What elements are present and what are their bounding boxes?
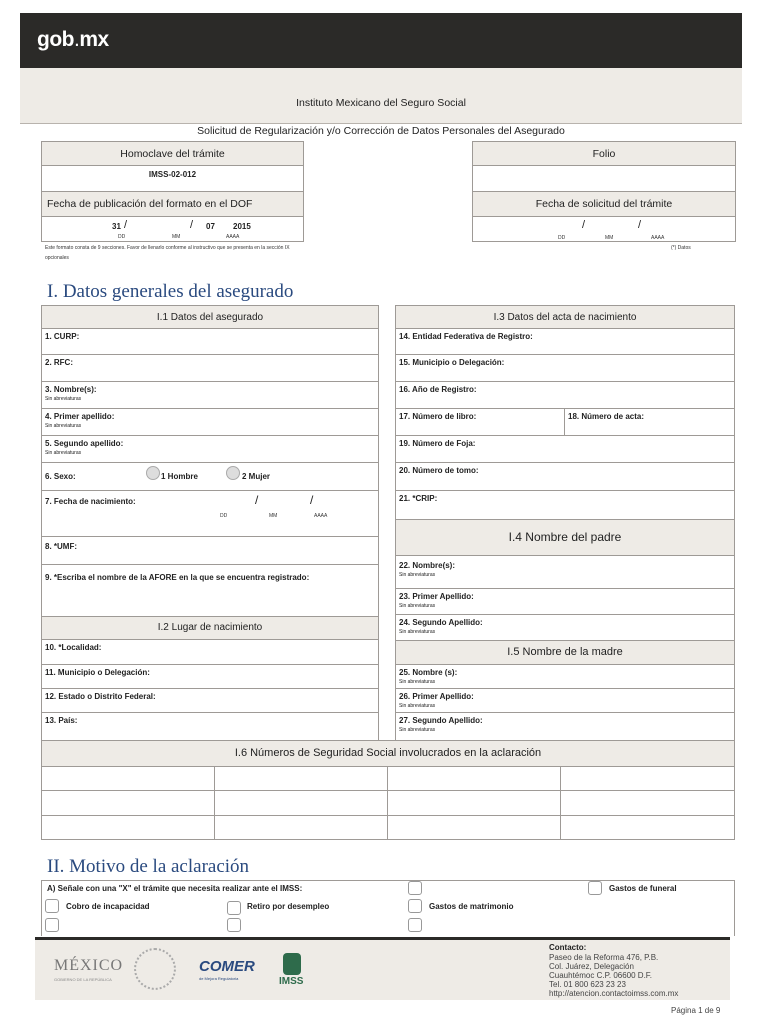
- hint: Sin abreviaturas: [45, 450, 82, 456]
- mexico-logo: MÉXICO: [54, 957, 124, 974]
- mm-label: MM: [172, 234, 181, 240]
- comer-sub: de Mejora Regulatoria: [199, 976, 239, 981]
- seal-icon: [134, 948, 176, 990]
- pub-month: 07: [206, 222, 215, 231]
- sex-field: [41, 462, 379, 491]
- field-label: 25. Nombre (s):: [399, 668, 458, 677]
- logo-text-end: mx: [79, 28, 109, 51]
- book-number-field[interactable]: [395, 408, 565, 436]
- tomo-number-field[interactable]: [395, 462, 735, 491]
- registry-state-field[interactable]: [395, 328, 735, 355]
- nss-cell[interactable]: [214, 815, 388, 840]
- motive-checkbox[interactable]: [227, 918, 241, 932]
- nss-cell[interactable]: [560, 790, 735, 816]
- field-label: 14. Entidad Federativa de Registro:: [399, 332, 533, 341]
- field-label: 8. *UMF:: [45, 542, 77, 551]
- comer-logo: COMER: [199, 958, 255, 975]
- homoclave-header: Homoclave del trámite: [41, 141, 304, 166]
- motive-instruction: A) Señale con una "X" el trámite que necesita realizar ante el IMSS:: [47, 884, 303, 893]
- folio-field[interactable]: [472, 165, 736, 192]
- gob-republica: GOBIERNO DE LA REPÚBLICA: [54, 977, 112, 982]
- incapacity-label: Cobro de incapacidad: [66, 902, 150, 911]
- form-note: Este formato consta de 9 secciones. Favor de llenarlo conforme al instructivo que se presenta en la sección IX: [45, 245, 290, 251]
- aaaa-label: AAAA: [651, 235, 665, 241]
- contact-url[interactable]: http://atencion.contactoimss.com.mx: [549, 989, 679, 998]
- mother-name-field[interactable]: [395, 664, 735, 689]
- motive-checkbox[interactable]: [408, 881, 422, 895]
- foja-number-field[interactable]: [395, 435, 735, 463]
- nss-cell[interactable]: [560, 766, 735, 791]
- mm-label: MM: [269, 513, 278, 519]
- form-note-cont: opcionales: [45, 255, 69, 261]
- act-number-field[interactable]: [564, 408, 735, 436]
- father-first-surname-field[interactable]: [395, 588, 735, 615]
- date-sep: /: [255, 493, 259, 507]
- afore-field[interactable]: [41, 564, 379, 617]
- field-label: 7. Fecha de nacimiento:: [45, 497, 136, 506]
- date-sep: /: [190, 219, 194, 231]
- birth-date-field[interactable]: [41, 490, 379, 537]
- imss-logo: IMSS: [279, 976, 304, 987]
- state-field[interactable]: [41, 688, 379, 713]
- date-sep: /: [582, 219, 586, 231]
- contact-line: Cuauhtémoc C.P. 06600 D.F.: [549, 971, 653, 980]
- institute-banner: [20, 68, 742, 124]
- homoclave-value: IMSS-02-012: [148, 170, 197, 179]
- locality-field[interactable]: [41, 639, 379, 665]
- dd-label: DD: [558, 235, 566, 241]
- nss-cell[interactable]: [41, 815, 215, 840]
- mother-second-surname-field[interactable]: [395, 712, 735, 741]
- form-note-right: (*) Datos: [671, 245, 691, 251]
- pub-date-header: Fecha de publicación del formato en el DOF: [41, 191, 304, 217]
- institute-name: Instituto Mexicano del Seguro Social: [296, 97, 466, 109]
- name-field[interactable]: [41, 381, 379, 409]
- field-label: 11. Municipio o Delegación:: [45, 668, 150, 677]
- contact-phone: Tel. 01 800 623 23 23: [549, 980, 626, 989]
- date-sep: /: [310, 493, 314, 507]
- registry-municipality-field[interactable]: [395, 354, 735, 382]
- nss-cell[interactable]: [387, 815, 561, 840]
- nss-cell[interactable]: [41, 766, 215, 791]
- pub-year: 2015: [233, 222, 251, 231]
- folio-header: Folio: [472, 141, 736, 166]
- field-label: 5. Segundo apellido:: [45, 439, 124, 448]
- funeral-label: Gastos de funeral: [609, 884, 677, 893]
- logo-text: gob: [37, 28, 74, 51]
- date-sep: /: [638, 219, 642, 231]
- s16-header: I.6 Números de Seguridad Social involucrados en la aclaración: [41, 740, 735, 767]
- hint: Sin abreviaturas: [399, 727, 436, 733]
- hint: Sin abreviaturas: [399, 572, 436, 578]
- nss-cell[interactable]: [41, 790, 215, 816]
- unemployment-checkbox[interactable]: [227, 901, 241, 915]
- aaaa-label: AAAA: [314, 513, 328, 519]
- field-label: 15. Municipio o Delegación:: [399, 358, 505, 367]
- aaaa-label: AAAA: [226, 234, 240, 240]
- form-title: Solicitud de Regularización y/o Corrección de Datos Personales del Asegurado: [197, 125, 565, 137]
- gov-header-bar: [20, 13, 742, 68]
- contact-line: Col. Juárez, Delegación: [549, 962, 634, 971]
- mother-first-surname-field[interactable]: [395, 688, 735, 713]
- contact-title: Contacto:: [549, 943, 587, 952]
- nss-cell[interactable]: [214, 766, 388, 791]
- section-2-title: II. Motivo de la aclaración: [47, 856, 250, 877]
- field-label: 21. *CRIP:: [399, 494, 438, 503]
- field-label: 26. Primer Apellido:: [399, 692, 474, 701]
- section-1-title: I. Datos generales del asegurado: [47, 281, 294, 302]
- unemployment-label: Retiro por desempleo: [247, 902, 330, 911]
- registry-year-field[interactable]: [395, 381, 735, 409]
- gob-mx-logo[interactable]: [37, 28, 109, 52]
- field-label: 19. Número de Foja:: [399, 439, 476, 448]
- s15-header: I.5 Nombre de la madre: [395, 640, 735, 665]
- mm-label: MM: [605, 235, 614, 241]
- marriage-label: Gastos de matrimonio: [429, 902, 514, 911]
- field-label: 4. Primer apellido:: [45, 412, 115, 421]
- date-sep: /: [124, 219, 128, 231]
- field-label: 2. RFC:: [45, 358, 73, 367]
- crip-field[interactable]: [395, 490, 735, 520]
- father-second-surname-field[interactable]: [395, 614, 735, 641]
- hint: Sin abreviaturas: [399, 603, 436, 609]
- nss-cell[interactable]: [560, 815, 735, 840]
- s12-header: I.2 Lugar de nacimiento: [41, 616, 379, 640]
- imss-emblem-icon: [283, 953, 301, 975]
- nss-cell[interactable]: [387, 790, 561, 816]
- motive-checkbox[interactable]: [45, 918, 59, 932]
- field-label: 20. Número de tomo:: [399, 466, 479, 475]
- pub-day: 31: [112, 222, 121, 231]
- sex-male-radio[interactable]: [146, 466, 160, 480]
- req-date-header: Fecha de solicitud del trámite: [472, 191, 736, 217]
- field-label: 10. *Localidad:: [45, 643, 102, 652]
- field-label: 3. Nombre(s):: [45, 385, 97, 394]
- field-label: 22. Nombre(s):: [399, 561, 456, 570]
- umf-field[interactable]: [41, 536, 379, 565]
- sex-female-label: 2 Mujer: [242, 472, 271, 481]
- field-label: 27. Segundo Apellido:: [399, 716, 483, 725]
- sex-male-label: 1 Hombre: [161, 472, 198, 481]
- s11-header: I.1 Datos del asegurado: [41, 305, 379, 329]
- nss-cell[interactable]: [214, 790, 388, 816]
- s14-header: I.4 Nombre del padre: [395, 519, 735, 556]
- hint: Sin abreviaturas: [45, 396, 82, 402]
- page-number: Página 1 de 9: [671, 1006, 721, 1015]
- country-field[interactable]: [41, 712, 379, 741]
- motive-checkbox[interactable]: [408, 918, 422, 932]
- rfc-field[interactable]: [41, 354, 379, 382]
- curp-field[interactable]: [41, 328, 379, 355]
- field-label: 12. Estado o Distrito Federal:: [45, 692, 156, 701]
- first-surname-field[interactable]: [41, 408, 379, 436]
- hint: Sin abreviaturas: [45, 423, 82, 429]
- funeral-checkbox[interactable]: [588, 881, 602, 895]
- field-label: 18. Número de acta:: [568, 412, 645, 421]
- req-date-field[interactable]: [472, 216, 736, 242]
- father-name-field[interactable]: [395, 555, 735, 589]
- municipality-field[interactable]: [41, 664, 379, 689]
- hint: Sin abreviaturas: [399, 703, 436, 709]
- field-label: 23. Primer Apellido:: [399, 592, 474, 601]
- field-label: 24. Segundo Apellido:: [399, 618, 483, 627]
- sex-female-radio[interactable]: [226, 466, 240, 480]
- field-label: 16. Año de Registro:: [399, 385, 477, 394]
- second-surname-field[interactable]: [41, 435, 379, 463]
- dd-label: DD: [220, 513, 228, 519]
- field-label: 6. Sexo:: [45, 472, 76, 481]
- hint: Sin abreviaturas: [399, 629, 436, 635]
- logo-dot: .: [73, 28, 80, 51]
- s13-header: I.3 Datos del acta de nacimiento: [395, 305, 735, 329]
- incapacity-checkbox[interactable]: [45, 899, 59, 913]
- field-label: 9. *Escriba el nombre de la AFORE en la que se encuentra registrado:: [45, 573, 310, 582]
- hint: Sin abreviaturas: [399, 679, 436, 685]
- dd-label: DD: [118, 234, 126, 240]
- field-label: 17. Número de libro:: [399, 412, 477, 421]
- field-label: 13. País:: [45, 716, 78, 725]
- marriage-checkbox[interactable]: [408, 899, 422, 913]
- nss-cell[interactable]: [387, 766, 561, 791]
- field-label: 1. CURP:: [45, 332, 80, 341]
- contact-line: Paseo de la Reforma 476, P.B.: [549, 953, 659, 962]
